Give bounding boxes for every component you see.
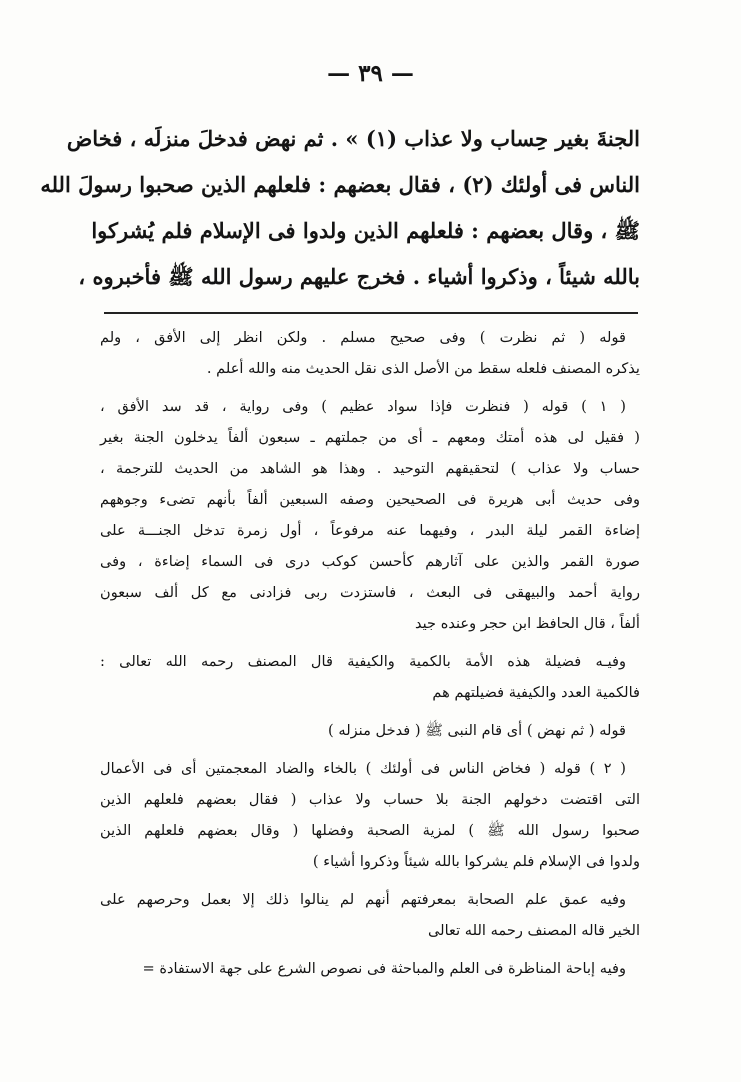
footnote-line: حساب ولا عذاب ) لتحقيقهم التوحيد . وهذا هو الشاهد من الحديث للترجمة ، [100,460,640,477]
footnote-line: ( ٢ ) قوله ( فخاض الناس فى أولئك ) بالخاء والضاد المعجمتين أى فى الأعمال [100,760,626,777]
footnotes [100,322,640,991]
main-text-line: بالله شيئاً ، وذكروا أشياء . فخرج عليهم رسول الله ﷺ فأخبروه ، [78,264,640,289]
footnote-line: قوله ( ثم نظرت ) وفى صحيح مسلم . ولكن انظر إلى الأفق ، ولم [100,329,626,346]
footnote-line: وفيـه فضيلة هذه الأمة بالكمية والكيفية قال المصنف رحمه الله تعالى : [100,653,626,670]
footnote-line: وفيه إباحة المناظرة فى العلم والمباحثة فى نصوص الشرع على جهة الاستفادة = [142,960,626,977]
footnote-line: ( ١ ) قوله ( فنظرت فإذا سواد عظيم ) وفى رواية ، قد سد الأفق ، [100,398,626,415]
footnote-line: وفيه عمق علم الصحابة بمعرفتهم أنهم لم ينالوا ذلك إلا بعمل وحرصهم على [100,891,626,908]
footnote-paragraph [100,753,640,877]
footnote-paragraph [100,646,640,708]
main-text-line: الناس فى أولئك (٢) ، فقال بعضهم : فلعلهم الذين صحبوا رسولَ الله [40,172,640,197]
footnote-paragraph [100,884,640,946]
main-text-line: الجنةَ بغير حِساب ولا عذاب (١) » . ثم نهض فدخلَ منزلَه ، فخاض [66,126,640,151]
page-number: — ٣٩ — [327,60,414,87]
footnote-line: ( فقيل لى هذه أمتك ومعهم ـ أى من جملتهم ـ سبعون ألفاً يدخلون الجنة بغير [100,429,640,446]
footnote-paragraph [100,322,640,384]
footnote-line: رواية أحمد والبيهقى فى البعث ، فاستزدت ربى فزادنى مع كل ألف سبعون [100,584,640,601]
footnote-line: يذكره المصنف فلعله سقط من الأصل الذى نقل الحديث منه والله أعلم . [206,360,640,377]
footnote-line: التى اقتضت دخولهم الجنة بلا حساب ولا عذاب ( فقال بعضهم فلعلهم الذين [100,791,640,808]
footnote-line: إضاءة القمر ليلة البدر ، وفيهما عنه مرفوعاً ، أول زمرة تدخل الجنـــة على [100,522,640,539]
footnote-line: الخير قاله المصنف رحمه الله تعالى [427,922,640,939]
footnote-line: صورة القمر والذين على آثارهم كأحسن كوكب درى فى السماء إضاءة ، وفى [100,553,640,570]
footnote-line: ألفاً ، قال الحافظ ابن حجر وعنده جيد [414,615,640,632]
main-text-line: ﷺ ، وقال بعضهم : فلعلهم الذين ولدوا فى الإسلام فلم يُشركوا [91,218,640,243]
main-text [40,116,640,300]
footnote-line: وفى حديث أبى هريرة فى الصحيحين وصفه السبعين ألفاً بأنهم تضىء وجوههم [100,491,640,508]
footnote-paragraph [100,953,640,984]
footnote-line: ولدوا فى الإسلام فلم يشركوا بالله شيئاً وذكروا أشياء ) [312,853,640,870]
footnote-line: صحبوا رسول الله ﷺ ) لمزية الصحبة وفضلها ( وقال بعضهم فلعلهم الذين [100,822,640,839]
footnote-line: قوله ( ثم نهض ) أى قام النبى ﷺ ( فدخل منزله ) [328,722,626,739]
footnote-line: فالكمية العدد والكيفية فضيلتهم هم [432,684,640,701]
footnote-paragraph [100,391,640,639]
footnote-separator [104,312,638,314]
footnote-paragraph [100,715,640,746]
